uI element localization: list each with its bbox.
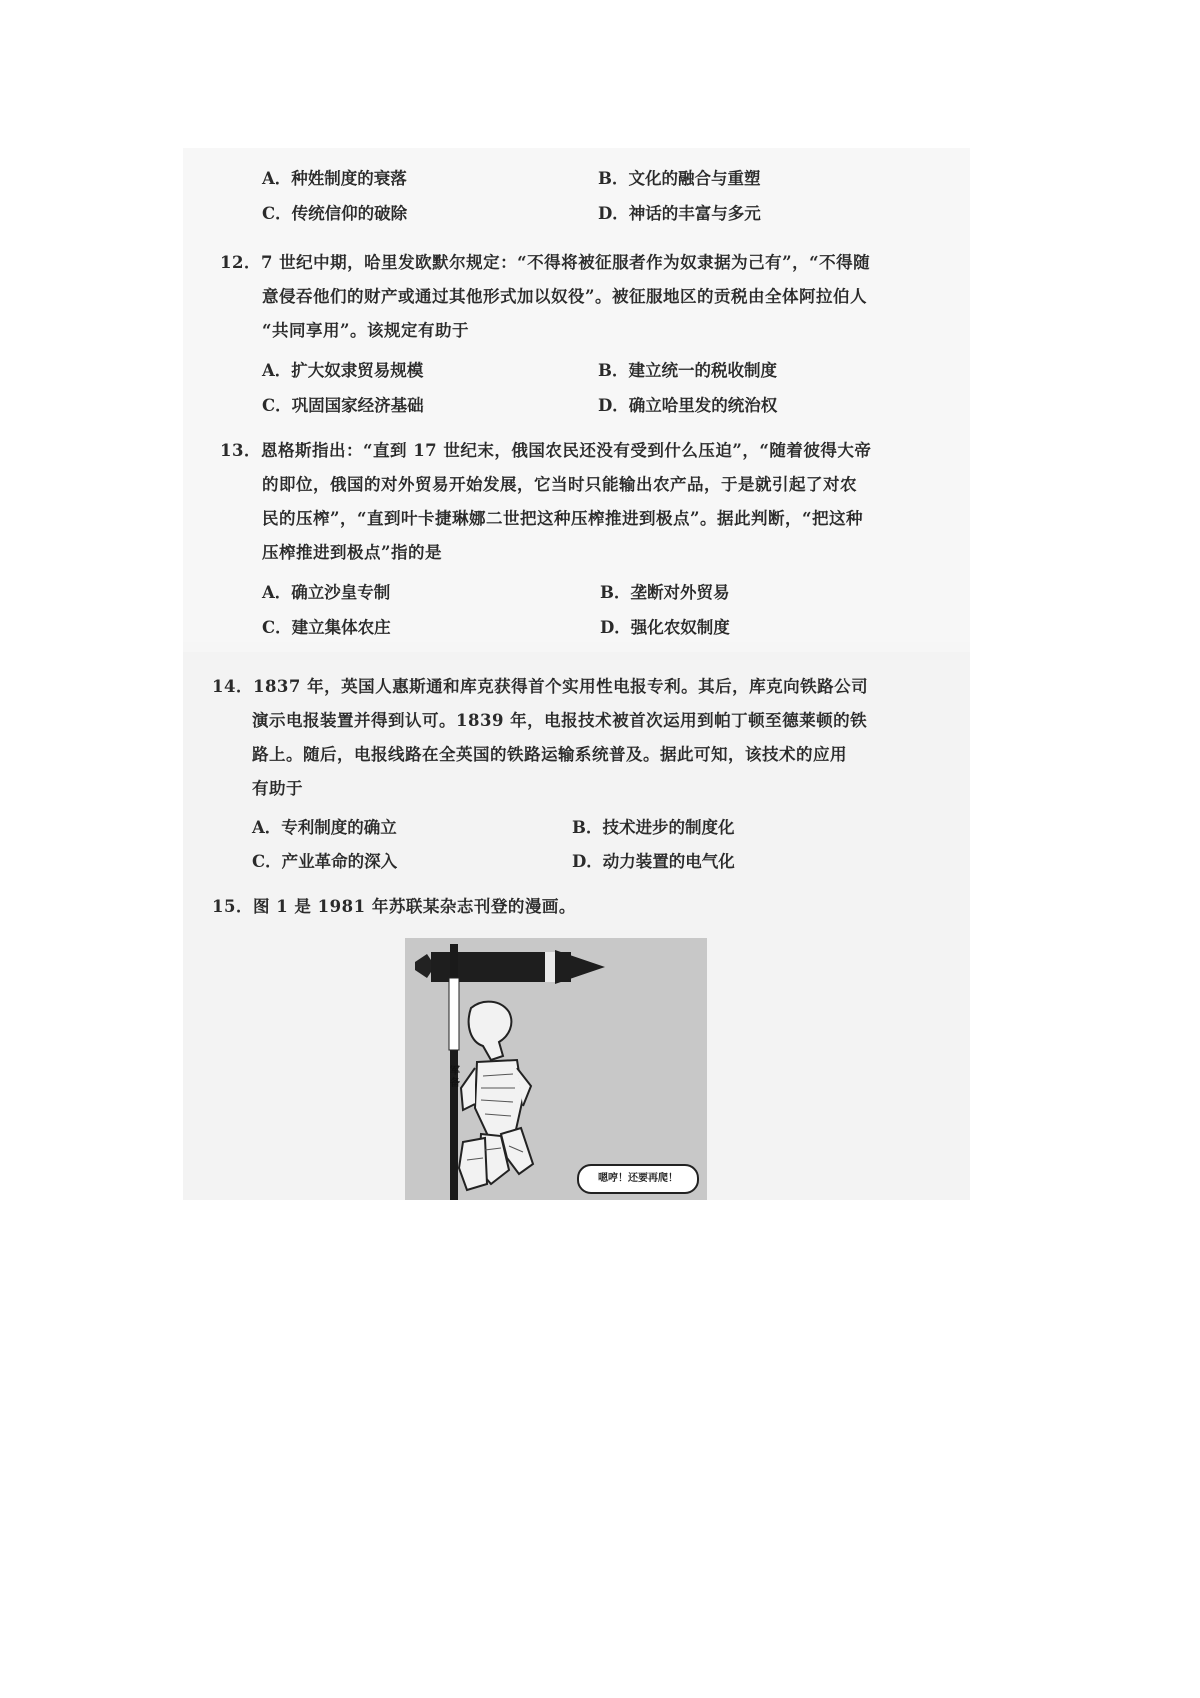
q11-option-a: A．种姓制度的衰落 xyxy=(262,169,407,188)
q14-stem-line-4: 有助于 xyxy=(252,779,303,798)
q12-option-d: D．确立哈里发的统治权 xyxy=(598,396,778,415)
speech-bubble: 嗯哼！还要再爬！ xyxy=(577,1164,699,1194)
q12-option-a: A．扩大奴隶贸易规模 xyxy=(262,361,424,380)
q14-stem-line-1: 14．1837 年，英国人惠斯通和库克获得首个实用性电报专利。其后，库克向铁路公司 xyxy=(212,677,869,696)
q13-option-c: C．建立集体农庄 xyxy=(262,618,391,637)
pole-label-armament: 军备 xyxy=(450,1066,460,1089)
q15-stem-line-1: 15．图 1 是 1981 年苏联某杂志刊登的漫画。 xyxy=(212,897,576,916)
q12-stem-line-3: “共同享用”。该规定有助于 xyxy=(262,321,469,340)
q14-option-b: B．技术进步的制度化 xyxy=(572,818,735,837)
q14-option-d: D．动力装置的电气化 xyxy=(572,852,735,871)
q12-option-b: B．建立统一的税收制度 xyxy=(598,361,777,380)
q11-option-c: C．传统信仰的破除 xyxy=(262,204,408,223)
q13-stem-line-4: 压榨推进到极点”指的是 xyxy=(262,543,442,562)
q13-option-d: D．强化农奴制度 xyxy=(600,618,730,637)
q13-stem-line-3: 民的压榨”，“直到叶卡捷琳娜二世把这种压榨推进到极点”。据此判断，“把这种 xyxy=(262,509,863,528)
q13-stem-line-1: 13．恩格斯指出：“直到 17 世纪末，俄国农民还没有受到什么压迫”，“随着彼得大帝 xyxy=(220,441,872,460)
q12-stem-line-1: 12．7 世纪中期，哈里发欧默尔规定：“不得将被征服者作为奴隶据为己有”，“不得随 xyxy=(220,253,871,272)
q14-option-a: A．专利制度的确立 xyxy=(252,818,397,837)
q14-option-c: C．产业革命的深入 xyxy=(252,852,398,871)
q12-stem-line-2: 意侵吞他们的财产或通过其他形式加以奴役”。被征服地区的贡税由全体阿拉伯人 xyxy=(262,287,867,306)
q14-stem-line-2: 演示电报装置并得到认可。1839 年，电报技术被首次运用到帕丁顿至德莱顿的铁 xyxy=(252,711,868,730)
q11-option-b: B．文化的融合与重塑 xyxy=(598,169,761,188)
q13-option-b: B．垄断对外贸易 xyxy=(600,583,730,602)
q12-option-c: C．巩固国家经济基础 xyxy=(262,396,424,415)
q13-stem-line-2: 的即位，俄国的对外贸易开始发展，它当时只能输出农产品，于是就引起了对农 xyxy=(262,475,857,494)
q14-stem-line-3: 路上。随后，电报线路在全英国的铁路运输系统普及。据此可知，该技术的应用 xyxy=(252,745,847,764)
cartoon-figure xyxy=(405,938,707,1200)
q11-option-d: D．神话的丰富与多元 xyxy=(598,204,761,223)
q13-option-a: A．确立沙皇专制 xyxy=(262,583,391,602)
